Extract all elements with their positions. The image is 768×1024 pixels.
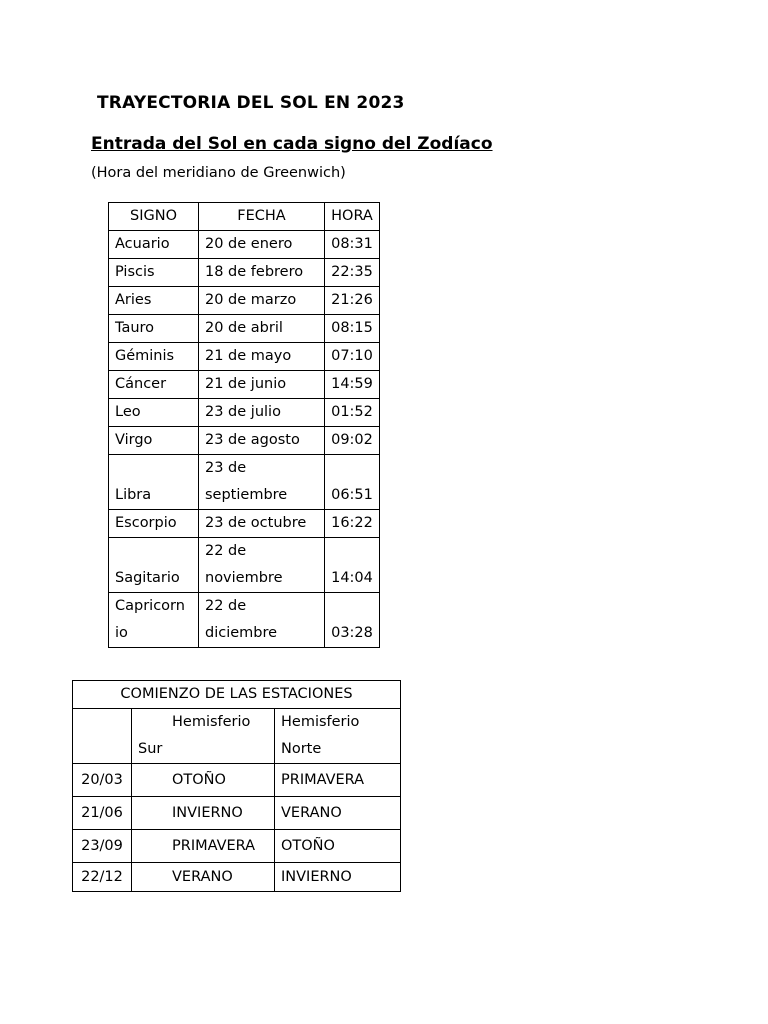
date-cell	[199, 455, 325, 510]
table-row	[109, 343, 380, 371]
hour-cell: 03:28	[325, 593, 380, 648]
season-sur-text: OTOÑO	[172, 771, 226, 788]
hour-cell: 06:51	[325, 455, 380, 510]
season-sur-cell	[132, 764, 275, 797]
sign-cell	[109, 593, 199, 648]
table-row	[109, 259, 380, 287]
date-line-2: noviembre	[205, 570, 283, 586]
date-line-2: septiembre	[205, 487, 288, 503]
table-row	[73, 764, 401, 797]
date-cell: 23 de agosto	[199, 427, 325, 455]
season-date-cell: 23/09	[73, 830, 132, 863]
season-date-cell: 22/12	[73, 863, 132, 892]
date-cell: 23 de octubre	[199, 510, 325, 538]
season-sur-text: INVIERNO	[172, 804, 243, 821]
table-row	[109, 427, 380, 455]
season-sur-cell	[132, 863, 275, 892]
table-row	[109, 315, 380, 343]
sign-cell: Libra	[109, 455, 199, 510]
table-row	[109, 371, 380, 399]
hour-cell: 14:59	[325, 371, 380, 399]
sign-line-1: Capricorn	[115, 598, 185, 614]
hour-cell: 22:35	[325, 259, 380, 287]
hour-cell: 07:10	[325, 343, 380, 371]
header-sur-line-2: Sur	[138, 741, 163, 757]
sign-cell: Escorpio	[109, 510, 199, 538]
timezone-note: (Hora del meridiano de Greenwich)	[91, 165, 346, 181]
date-cell: 20 de abril	[199, 315, 325, 343]
date-cell: 20 de marzo	[199, 287, 325, 315]
sign-cell: Acuario	[109, 231, 199, 259]
hour-cell: 16:22	[325, 510, 380, 538]
sign-cell: Aries	[109, 287, 199, 315]
season-norte-cell: OTOÑO	[275, 830, 401, 863]
season-norte-cell: INVIERNO	[275, 863, 401, 892]
sign-cell: Leo	[109, 399, 199, 427]
date-cell: 21 de mayo	[199, 343, 325, 371]
document-title: TRAYECTORIA DEL SOL EN 2023	[97, 93, 405, 113]
sign-cell: Virgo	[109, 427, 199, 455]
header-norte-line-1: Hemisferio	[281, 714, 360, 730]
sign-cell: Tauro	[109, 315, 199, 343]
table-row	[109, 287, 380, 315]
hour-cell: 21:26	[325, 287, 380, 315]
table-row	[109, 538, 380, 593]
date-line-1: 23 de	[205, 460, 247, 476]
season-sur-cell	[132, 797, 275, 830]
header-norte-line-2: Norte	[281, 741, 322, 757]
header-sign: SIGNO	[109, 203, 199, 231]
header-hour: HORA	[325, 203, 380, 231]
table-row	[73, 830, 401, 863]
season-date-cell: 21/06	[73, 797, 132, 830]
hour-cell: 01:52	[325, 399, 380, 427]
hour-cell: 08:15	[325, 315, 380, 343]
date-cell	[199, 593, 325, 648]
date-line-2: diciembre	[205, 625, 278, 641]
hour-cell: 09:02	[325, 427, 380, 455]
table-row	[109, 510, 380, 538]
sign-cell: Piscis	[109, 259, 199, 287]
header-southern-hemisphere	[132, 709, 275, 764]
sign-line-2: io	[115, 625, 128, 641]
season-norte-cell: VERANO	[275, 797, 401, 830]
date-cell	[199, 538, 325, 593]
sign-cell: Géminis	[109, 343, 199, 371]
season-date-cell: 20/03	[73, 764, 132, 797]
season-sur-cell	[132, 830, 275, 863]
date-line-1: 22 de	[205, 543, 247, 559]
header-northern-hemisphere	[275, 709, 401, 764]
table-row	[109, 231, 380, 259]
season-sur-text: PRIMAVERA	[172, 837, 256, 854]
table-row	[73, 863, 401, 892]
season-sur-text: VERANO	[172, 868, 233, 885]
zodiac-entry-table	[108, 202, 380, 648]
hour-cell: 08:31	[325, 231, 380, 259]
document-subtitle: Entrada del Sol en cada signo del Zodíaco	[91, 134, 493, 154]
date-cell: 23 de julio	[199, 399, 325, 427]
hour-cell: 14:04	[325, 538, 380, 593]
table-header-row	[109, 203, 380, 231]
seasons-title-row	[73, 681, 401, 709]
table-row	[73, 797, 401, 830]
header-date: FECHA	[199, 203, 325, 231]
seasons-table	[72, 680, 401, 892]
date-cell: 18 de febrero	[199, 259, 325, 287]
table-row	[109, 593, 380, 648]
date-cell: 21 de junio	[199, 371, 325, 399]
sign-cell: Sagitario	[109, 538, 199, 593]
season-norte-cell: PRIMAVERA	[275, 764, 401, 797]
empty-header-cell	[73, 709, 132, 764]
seasons-title: COMIENZO DE LAS ESTACIONES	[73, 681, 401, 709]
date-line-1: 22 de	[205, 598, 247, 614]
header-sur-line-1: Hemisferio	[172, 714, 251, 730]
table-row	[109, 399, 380, 427]
sign-cell: Cáncer	[109, 371, 199, 399]
date-cell: 20 de enero	[199, 231, 325, 259]
table-row	[109, 455, 380, 510]
seasons-header-row	[73, 709, 401, 764]
